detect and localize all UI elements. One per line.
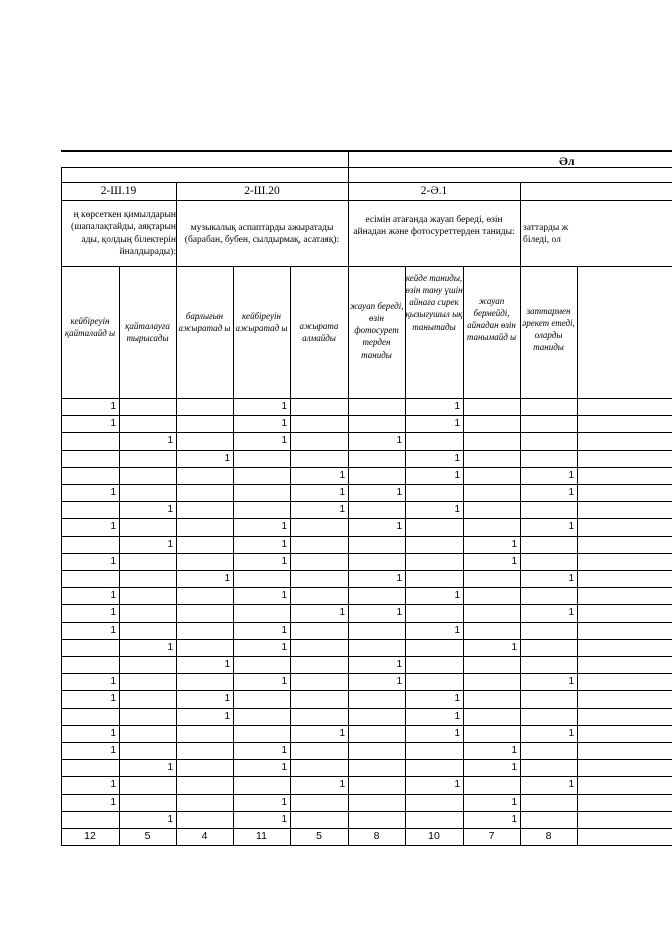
table-cell <box>119 518 176 535</box>
table-cell <box>405 742 463 759</box>
subheader-4: кейбіреуін ажыратад ы <box>235 311 288 334</box>
table-cell: 1 <box>224 659 230 670</box>
table-cell <box>176 518 233 535</box>
table-cell <box>290 656 348 673</box>
table-cell <box>520 811 577 828</box>
table-cell <box>61 501 119 518</box>
table-cell <box>348 450 405 467</box>
table-cell <box>520 622 577 639</box>
table-cell <box>233 484 290 501</box>
table-cell <box>520 708 577 725</box>
table-cell <box>61 811 119 828</box>
table-cell <box>348 398 405 415</box>
table-cell <box>176 742 233 759</box>
table-cell: 1 <box>454 779 460 791</box>
table-cell <box>520 587 577 604</box>
table-cell <box>61 467 119 484</box>
table-cell <box>176 553 233 570</box>
table-cell <box>61 656 119 673</box>
skill-description-3: есімін атағанда жауап береді, өзін айнадан және фотосуреттерден таниды: <box>353 215 515 238</box>
table-cell: 1 <box>454 727 460 739</box>
table-cell <box>176 484 233 501</box>
table-cell <box>405 794 463 811</box>
table-cell: 1 <box>167 813 173 825</box>
table-cell <box>290 742 348 759</box>
table-cell <box>520 415 577 432</box>
table-cell <box>176 604 233 621</box>
table-cell: 1 <box>281 813 287 825</box>
table-cell <box>61 450 119 467</box>
table-cell <box>233 708 290 725</box>
table-cell <box>520 398 577 415</box>
table-cell: 1 <box>339 779 345 791</box>
table-cell: 1 <box>281 538 287 550</box>
table-cell: 1 <box>511 555 517 567</box>
grid-line <box>61 167 672 168</box>
table-cell <box>463 656 520 673</box>
grid-line <box>577 266 578 845</box>
subheader-6: жауап береді, өзін фотосурет терден таниды <box>349 301 404 360</box>
table-cell <box>119 656 176 673</box>
table-cell <box>520 553 577 570</box>
table-cell <box>61 536 119 553</box>
table-cell: 1 <box>281 624 287 636</box>
table-cell <box>233 725 290 742</box>
assessment-table <box>61 150 672 846</box>
table-cell: 1 <box>568 779 574 791</box>
table-cell: 1 <box>281 418 287 430</box>
table-cell: 1 <box>281 796 287 808</box>
table-cell <box>405 536 463 553</box>
table-cell <box>119 484 176 501</box>
table-cell: 1 <box>568 727 574 739</box>
table-cell: 1 <box>110 745 116 756</box>
table-cell <box>463 467 520 484</box>
table-cell <box>176 776 233 793</box>
grid-line <box>61 266 672 267</box>
table-cell <box>176 622 233 639</box>
table-cell <box>233 656 290 673</box>
table-cell: 1 <box>110 555 116 567</box>
table-cell <box>405 604 463 621</box>
table-cell <box>61 759 119 776</box>
total-cell: 10 <box>428 830 440 842</box>
table-cell <box>233 604 290 621</box>
table-cell <box>119 604 176 621</box>
table-cell <box>463 708 520 725</box>
table-cell <box>176 673 233 690</box>
table-cell: 1 <box>110 521 116 533</box>
table-cell: 1 <box>110 693 116 705</box>
group-title: Әл <box>559 154 575 168</box>
table-cell: 1 <box>396 487 402 498</box>
table-cell <box>119 776 176 793</box>
table-cell <box>233 776 290 793</box>
table-cell <box>405 673 463 690</box>
table-cell <box>290 570 348 587</box>
code-2-sh-19: 2-Ш.19 <box>100 185 137 197</box>
table-cell <box>463 570 520 587</box>
table-cell <box>176 811 233 828</box>
grid-line <box>61 182 672 183</box>
grid-line <box>61 845 672 846</box>
table-cell <box>290 708 348 725</box>
table-cell: 1 <box>110 607 116 619</box>
table-cell <box>348 467 405 484</box>
total-cell: 8 <box>545 830 552 842</box>
table-cell: 1 <box>281 745 287 756</box>
table-cell: 1 <box>110 624 116 636</box>
table-cell: 1 <box>281 762 287 774</box>
table-cell: 1 <box>511 538 517 550</box>
table-cell <box>520 742 577 759</box>
table-cell: 1 <box>568 676 574 688</box>
table-cell: 1 <box>339 607 345 619</box>
table-cell <box>176 501 233 518</box>
table-cell <box>290 759 348 776</box>
table-cell <box>463 450 520 467</box>
table-cell <box>405 553 463 570</box>
total-cell: 4 <box>201 830 208 842</box>
table-cell: 1 <box>224 693 230 705</box>
table-cell <box>463 415 520 432</box>
table-cell: 1 <box>167 504 173 516</box>
table-cell <box>119 570 176 587</box>
table-cell <box>463 604 520 621</box>
table-cell <box>176 587 233 604</box>
table-cell: 1 <box>511 762 517 774</box>
table-cell <box>405 759 463 776</box>
table-cell: 1 <box>396 607 402 619</box>
table-cell <box>290 518 348 535</box>
table-cell <box>119 673 176 690</box>
table-cell: 1 <box>281 401 287 412</box>
table-cell <box>463 398 520 415</box>
table-cell <box>405 484 463 501</box>
table-cell <box>61 432 119 449</box>
table-cell <box>348 742 405 759</box>
table-cell: 1 <box>110 727 116 739</box>
table-cell <box>520 450 577 467</box>
table-cell <box>405 570 463 587</box>
table-cell <box>233 467 290 484</box>
table-cell <box>348 501 405 518</box>
table-cell <box>119 415 176 432</box>
table-cell <box>463 622 520 639</box>
table-cell: 1 <box>110 418 116 430</box>
table-cell <box>520 432 577 449</box>
table-cell <box>119 622 176 639</box>
table-cell <box>119 450 176 467</box>
table-cell <box>119 587 176 604</box>
table-cell: 1 <box>339 504 345 516</box>
table-cell <box>348 536 405 553</box>
table-cell <box>405 811 463 828</box>
table-cell <box>463 690 520 707</box>
total-cell: 5 <box>316 830 322 842</box>
grid-line <box>61 200 672 201</box>
table-cell <box>176 639 233 656</box>
table-cell: 1 <box>568 573 574 584</box>
code-2-a-1: 2-Ә.1 <box>420 185 448 197</box>
table-cell <box>290 587 348 604</box>
table-cell <box>176 794 233 811</box>
table-cell <box>463 432 520 449</box>
table-cell <box>233 450 290 467</box>
table-cell: 1 <box>454 693 460 705</box>
subheader-1: кейбіреуін қайталайд ы <box>64 316 116 339</box>
table-cell <box>348 639 405 656</box>
table-cell: 1 <box>511 813 517 825</box>
table-cell <box>405 639 463 656</box>
table-cell <box>119 725 176 742</box>
total-cell: 12 <box>84 830 96 842</box>
table-cell: 1 <box>167 538 173 550</box>
table-cell <box>348 690 405 707</box>
subheader-3: барлығын ажыратад ы <box>178 311 231 334</box>
table-cell: 1 <box>110 487 116 498</box>
table-cell <box>233 570 290 587</box>
table-cell: 1 <box>110 796 116 808</box>
table-cell: 1 <box>339 727 345 739</box>
code-2-sh-20: 2-Ш.20 <box>244 185 280 197</box>
table-cell <box>348 811 405 828</box>
table-cell <box>348 622 405 639</box>
subheader-9: заттармен әрекет етеді, оларды таниды <box>522 306 575 353</box>
table-cell <box>176 415 233 432</box>
table-cell <box>463 501 520 518</box>
skill-description-2: музыкалық аспаптарды ажыратады (барабан, бубен, сылдырмақ, асатаяқ): <box>184 223 340 246</box>
table-cell: 1 <box>454 590 460 602</box>
table-cell <box>348 759 405 776</box>
table-cell <box>290 450 348 467</box>
table-cell: 1 <box>281 555 287 567</box>
table-cell <box>176 536 233 553</box>
table-cell: 1 <box>110 401 116 412</box>
table-cell: 1 <box>511 641 517 653</box>
table-cell <box>290 673 348 690</box>
table-cell: 1 <box>454 469 460 481</box>
total-cell: 11 <box>256 830 267 842</box>
grid-line <box>61 150 672 152</box>
table-cell <box>348 587 405 604</box>
table-cell <box>290 536 348 553</box>
table-cell: 1 <box>396 573 402 584</box>
table-cell <box>348 553 405 570</box>
table-cell <box>463 518 520 535</box>
table-cell <box>61 639 119 656</box>
table-cell: 1 <box>339 487 345 498</box>
table-cell: 1 <box>110 779 116 791</box>
table-cell <box>520 656 577 673</box>
table-cell: 1 <box>454 452 460 464</box>
skill-description-1: ң көрсеткен қимылдарын (шапалақтайды, аяқтарын ады, қолдың білектерін йналдырады): <box>71 210 176 258</box>
table-cell <box>290 415 348 432</box>
table-cell <box>290 639 348 656</box>
table-cell: 1 <box>110 676 116 688</box>
table-cell: 1 <box>568 469 574 481</box>
table-cell <box>348 415 405 432</box>
table-cell <box>520 794 577 811</box>
table-cell: 1 <box>396 659 402 670</box>
table-cell <box>233 501 290 518</box>
table-cell: 1 <box>511 745 517 756</box>
table-cell: 1 <box>224 452 230 464</box>
total-cell: 8 <box>373 830 380 842</box>
skill-description-4: заттарды ж біледі, ол <box>523 223 569 246</box>
table-cell <box>290 690 348 707</box>
table-cell <box>290 432 348 449</box>
table-cell: 1 <box>339 469 345 481</box>
table-cell <box>176 432 233 449</box>
table-cell: 1 <box>281 521 287 533</box>
table-cell <box>520 690 577 707</box>
table-cell: 1 <box>167 641 173 653</box>
subheader-5: ажырата алмайды <box>299 321 339 344</box>
table-cell: 1 <box>396 676 402 688</box>
table-cell: 1 <box>454 624 460 636</box>
table-cell <box>348 794 405 811</box>
table-cell: 1 <box>396 435 402 447</box>
table-cell <box>405 656 463 673</box>
table-cell <box>520 536 577 553</box>
table-cell <box>520 501 577 518</box>
table-cell <box>119 708 176 725</box>
table-cell <box>520 759 577 776</box>
table-cell: 1 <box>167 435 173 447</box>
table-cell: 1 <box>454 401 460 412</box>
table-cell <box>290 553 348 570</box>
table-cell: 1 <box>281 676 287 688</box>
table-cell: 1 <box>281 435 287 447</box>
table-cell: 1 <box>454 710 460 722</box>
table-cell <box>119 467 176 484</box>
table-cell <box>176 759 233 776</box>
table-cell: 1 <box>396 521 402 533</box>
table-cell <box>463 776 520 793</box>
table-cell <box>463 725 520 742</box>
table-cell: 1 <box>281 641 287 653</box>
table-cell <box>348 708 405 725</box>
table-cell <box>520 639 577 656</box>
table-cell <box>119 794 176 811</box>
table-cell <box>463 587 520 604</box>
table-cell: 1 <box>568 521 574 533</box>
table-cell <box>176 725 233 742</box>
table-cell: 1 <box>224 710 230 722</box>
table-cell <box>119 553 176 570</box>
table-cell <box>176 398 233 415</box>
subheader-2: қайталауға тырысады <box>125 321 170 344</box>
table-cell <box>61 708 119 725</box>
table-cell: 1 <box>454 504 460 516</box>
subheader-7: кейде таниды, өзін тану үшін айнаға сирек қызығушыл ық танытады <box>405 273 463 332</box>
table-cell: 1 <box>568 607 574 619</box>
table-cell <box>405 432 463 449</box>
table-cell <box>290 622 348 639</box>
table-cell: 1 <box>281 590 287 602</box>
table-cell <box>176 467 233 484</box>
table-cell <box>290 398 348 415</box>
table-cell: 1 <box>568 487 574 498</box>
table-cell: 1 <box>454 418 460 430</box>
table-cell: 1 <box>167 762 173 774</box>
table-cell <box>290 794 348 811</box>
table-cell <box>348 725 405 742</box>
total-cell: 7 <box>488 830 495 842</box>
subheader-8: жауап бермейді, айнадан өзін танымайд ы <box>466 296 517 343</box>
table-cell <box>405 518 463 535</box>
table-cell: 1 <box>511 796 517 808</box>
table-cell <box>233 690 290 707</box>
table-cell: 1 <box>224 573 230 584</box>
total-cell: 5 <box>144 830 151 842</box>
table-cell <box>119 398 176 415</box>
table-cell <box>463 484 520 501</box>
table-cell: 1 <box>110 590 116 602</box>
table-cell <box>290 811 348 828</box>
table-cell <box>348 776 405 793</box>
table-cell <box>61 570 119 587</box>
table-cell <box>119 690 176 707</box>
table-cell <box>119 742 176 759</box>
table-cell <box>463 673 520 690</box>
